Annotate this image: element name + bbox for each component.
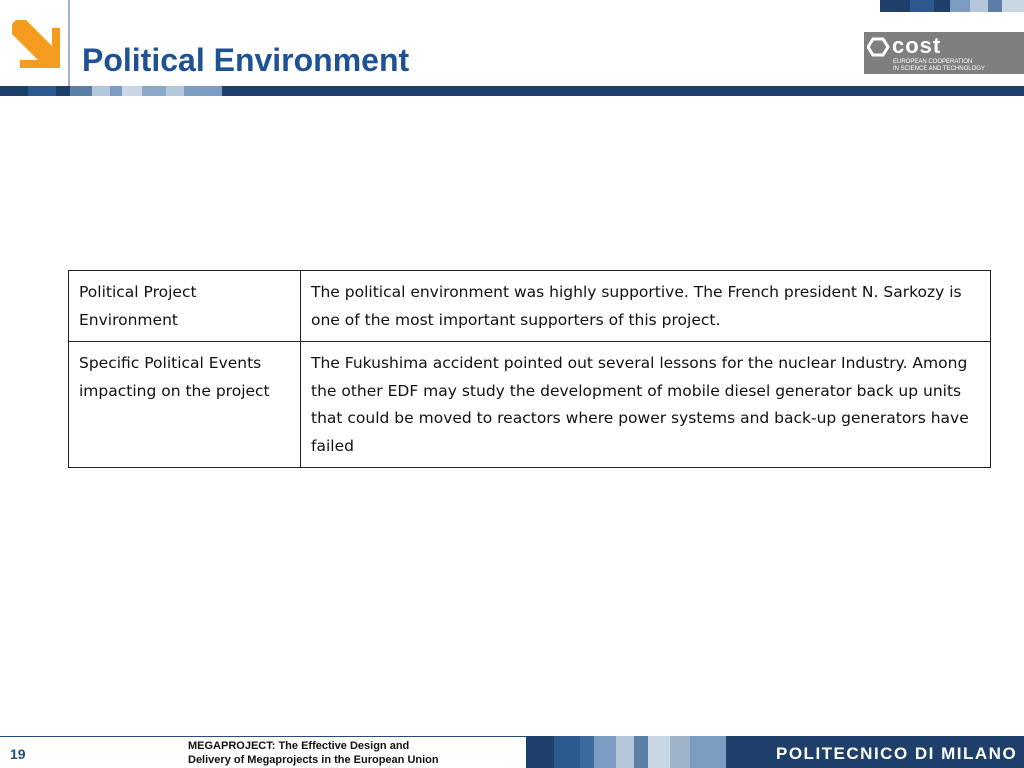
row-label: Political Project Environment: [69, 271, 301, 342]
footer-project-title: MEGAPROJECT: The Effective Design and Delivery of Megaprojects in the European Union: [188, 740, 439, 766]
row-text: The Fukushima accident pointed out several lessons for the nuclear Industry. Among the other EDF may study the development of mobile diesel generator back up units that could be moved to reactors where power systems and back-up generators have failed: [301, 342, 991, 468]
row-label: Specific Political Events impacting on the project: [69, 342, 301, 468]
cost-subtitle: EUROPEAN COOPERATION IN SCIENCE AND TECHNOLOGY: [893, 59, 985, 72]
cost-emblem-icon: [867, 36, 891, 58]
header-band: [0, 86, 1024, 96]
logo-box: [0, 0, 70, 86]
cost-wordmark: cost: [892, 33, 942, 58]
footer-divider: [0, 736, 526, 737]
page-number: 19: [10, 746, 26, 762]
political-environment-table: [68, 270, 991, 468]
row-text: The political environment was highly supportive. The French president N. Sarkozy is one of the most important supporters of this project.: [301, 271, 991, 342]
page-title: Political Environment: [82, 42, 410, 78]
table-row: [69, 342, 991, 468]
institution-name: POLITECNICO DI MILANO: [776, 744, 1018, 763]
orange-arrow-icon: [12, 20, 60, 68]
table-row: [69, 271, 991, 342]
top-decorative-stripes: [880, 0, 1024, 12]
